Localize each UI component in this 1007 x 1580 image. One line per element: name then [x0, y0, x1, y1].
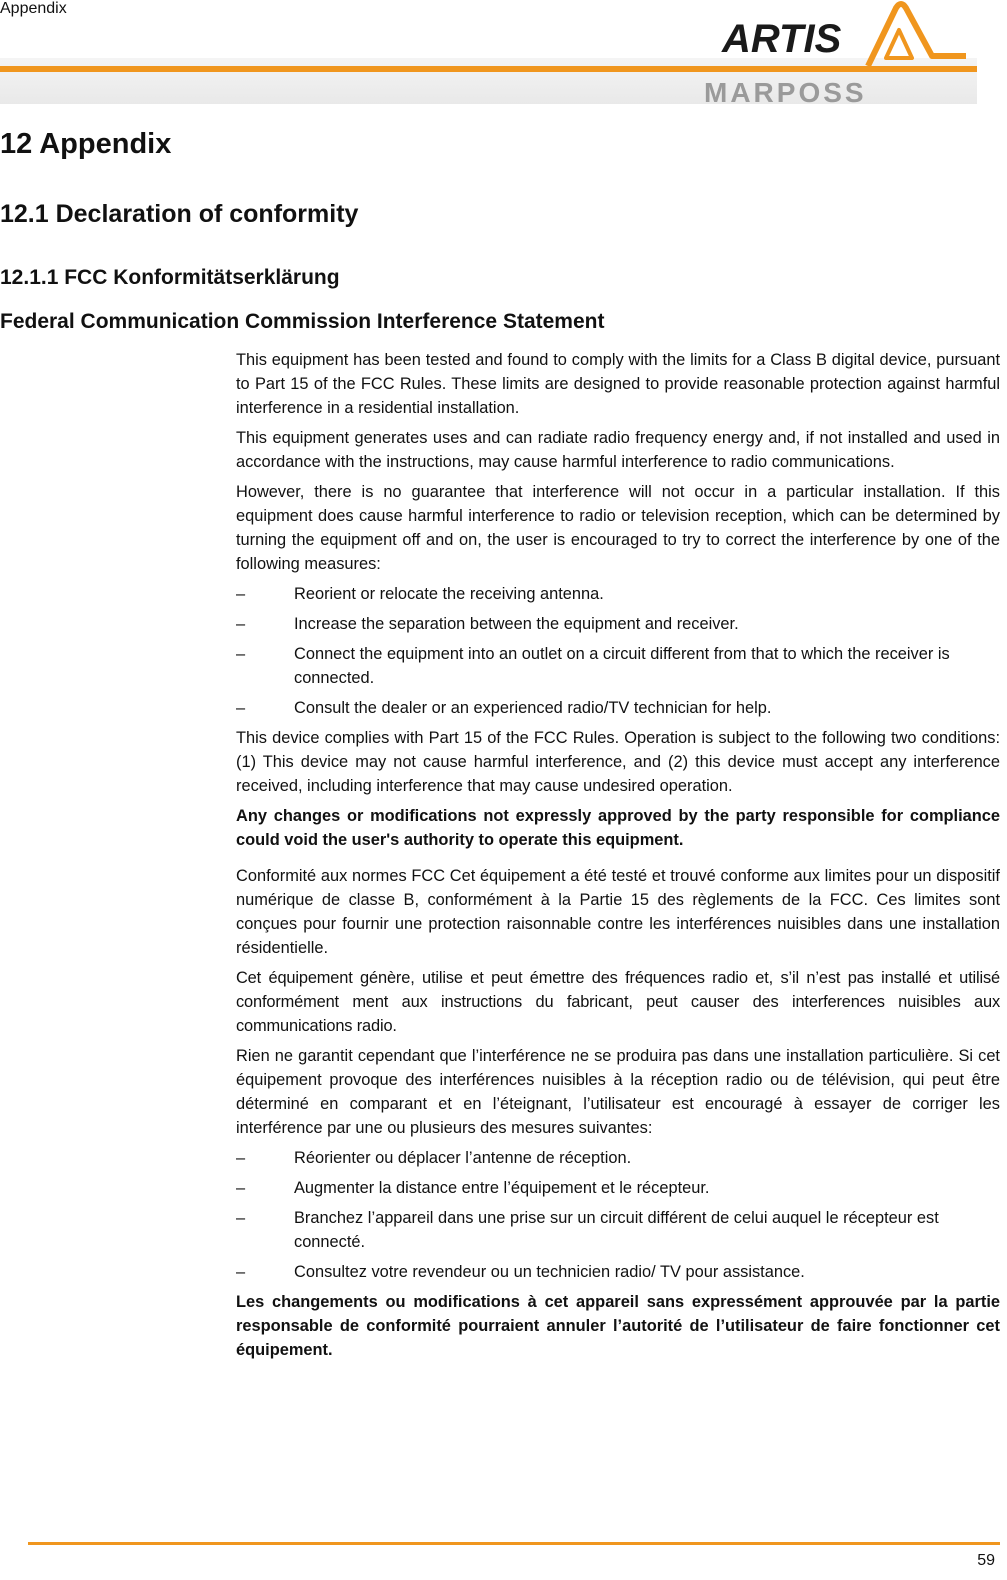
- fr-paragraph-2: Cet équipement génère, utilise et peut émettre des fréquences radio et, s’il n’est pas installé et utilisé conformément ment aux instructions du fabricant, peut causer des interferences nuisibles aux communications radio.: [236, 969, 1000, 1035]
- list-dash: –: [236, 645, 246, 663]
- fr-measure-text: Augmenter la distance entre l’équipement et le récepteur.: [294, 1179, 710, 1197]
- fr-measure-item: [236, 1260, 1000, 1284]
- declaration-heading: 12.1 Declaration of conformity: [0, 200, 359, 228]
- fr-measure-item: [236, 1146, 1000, 1170]
- en-measure-item: [236, 696, 1000, 720]
- appendix-heading: 12 Appendix: [0, 128, 172, 160]
- fr-warning: Les changements ou modifications à cet appareil sans expressément approuvée par la partie responsable de conformité pourraient annuler l’autorité de l’utilisateur de faire fonctionner cet équipement.: [236, 1293, 1000, 1359]
- fr-measure-text: Réorienter ou déplacer l’antenne de réception.: [294, 1149, 632, 1167]
- logo-sub-brand-text: MARPOSS: [704, 77, 867, 104]
- en-measure-text: Consult the dealer or an experienced radio/TV technician for help.: [294, 699, 772, 717]
- en-measure-item: [236, 612, 1000, 636]
- list-dash: –: [236, 585, 246, 603]
- logo-inner-triangle-icon: [886, 30, 912, 58]
- page-number: 59: [977, 1552, 995, 1569]
- logo-triangle-icon: [868, 4, 966, 66]
- fr-measure-text: Branchez l’appareil dans une prise sur un circuit différent de celui auquel le récepteur est connecté.: [294, 1209, 939, 1251]
- list-dash: –: [236, 699, 246, 717]
- fr-paragraph-1: Conformité aux normes FCC Cet équipement a été testé et trouvé conforme aux limites pour un dispositif numérique de classe B, conformément à la Partie 15 des règlements de la FCC. Ces limites sont conçues pour fournir une protection raisonnable contre les interférences nuisibles dans une installation résidentielle.: [236, 867, 1000, 957]
- en-paragraph-4: This device complies with Part 15 of the FCC Rules. Operation is subject to the following two conditions: (1) This device may not cause harmful interference, and (2) this device must accept any interference received, including interference that may cause undesired operation.: [236, 729, 1000, 795]
- logo-brand-text: ARTIS: [722, 17, 842, 61]
- fr-measure-item: [236, 1176, 1000, 1200]
- list-dash: –: [236, 1149, 246, 1167]
- list-dash: –: [236, 1179, 246, 1197]
- fcc-heading: 12.1.1 FCC Konformitätserklärung: [0, 266, 340, 289]
- en-paragraph-2: This equipment generates uses and can radiate radio frequency energy and, if not installed and used in accordance with the instructions, may cause harmful interference to radio communications.: [236, 429, 1000, 471]
- list-dash: –: [236, 1263, 246, 1281]
- en-measure-text: Reorient or relocate the receiving antenna.: [294, 585, 604, 603]
- fr-measure-text: Consultez votre revendeur ou un technicien radio/ TV pour assistance.: [294, 1263, 805, 1281]
- footer-accent-line: [28, 1542, 1000, 1545]
- en-measure-item: [236, 642, 1000, 690]
- en-paragraph-1: This equipment has been tested and found to comply with the limits for a Class B digital device, pursuant to Part 15 of the FCC Rules. These limits are designed to provide reasonable protection against harmful interference in a residential installation.: [236, 351, 1000, 417]
- list-dash: –: [236, 615, 246, 633]
- en-measure-text: Connect the equipment into an outlet on a circuit different from that to which the receiver is connected.: [294, 645, 950, 687]
- en-measure-text: Increase the separation between the equipment and receiver.: [294, 615, 739, 633]
- header-section-label: Appendix: [0, 0, 67, 17]
- fr-paragraph-3: Rien ne garantit cependant que l’interférence ne se produira pas dans une installation particulière. Si cet équipement provoque des interférences nuisibles à la réception radio ou de télévision, qui peut être déterminé en comparant et en l’éteignant, l’utilisateur est encouragé à essayer de corriger les interférence par une ou plusieurs des mesures suivantes:: [236, 1047, 1000, 1137]
- fcc-statement-heading: Federal Communication Commission Interference Statement: [0, 310, 605, 333]
- en-paragraph-3: However, there is no guarantee that interference will not occur in a particular installation. If this equipment does cause harmful interference to radio or television reception, which can be determined by turning the equipment off and on, the user is encouraged to try to correct the interference by one of the following measures:: [236, 483, 1000, 573]
- fr-measure-item: [236, 1206, 1000, 1254]
- en-measure-item: [236, 582, 1000, 606]
- en-warning: Any changes or modifications not expressly approved by the party responsible for compliance could void the user's authority to operate this equipment.: [236, 807, 1000, 849]
- statement-body: [236, 348, 1000, 1368]
- artis-marposs-logo: [700, 0, 980, 104]
- list-dash: –: [236, 1209, 246, 1227]
